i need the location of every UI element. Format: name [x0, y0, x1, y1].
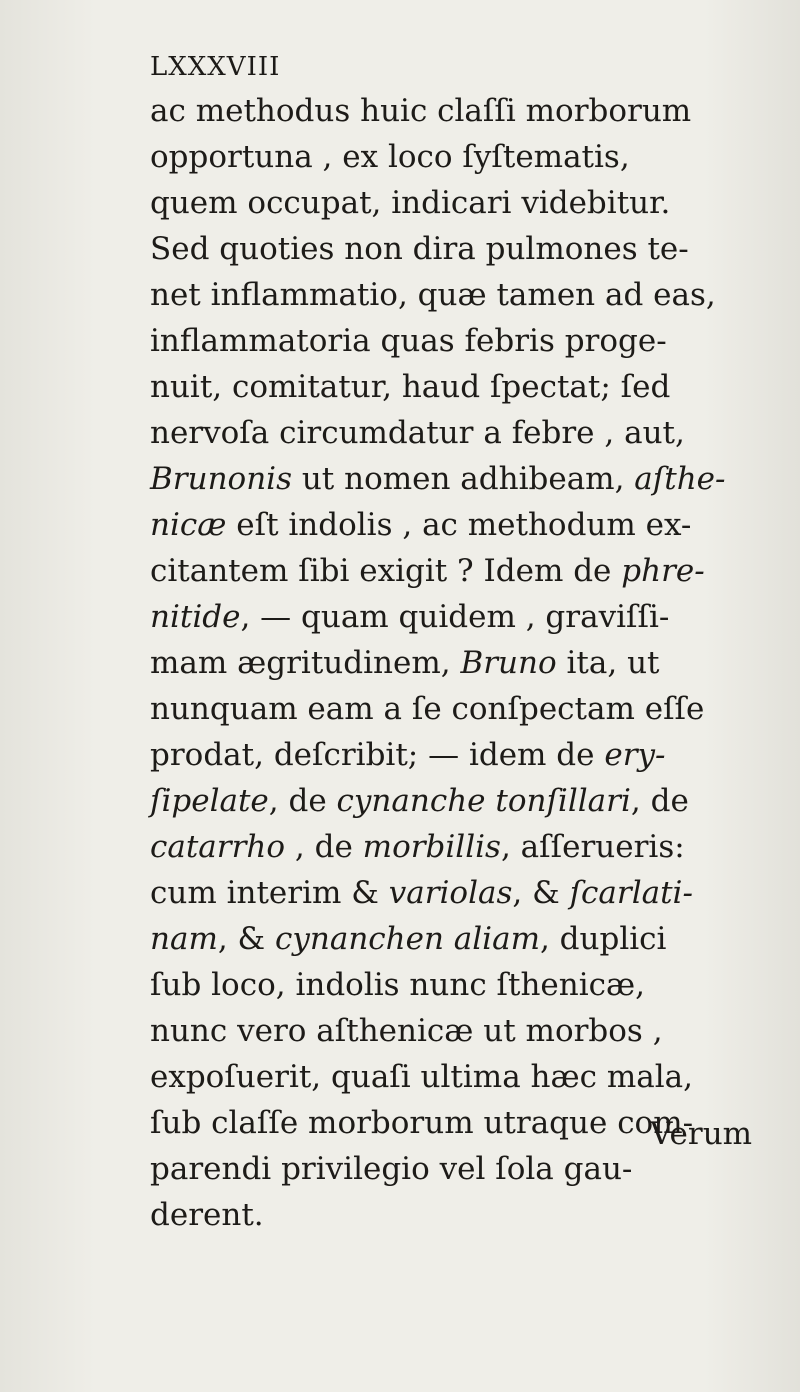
text-line: [150, 1054, 790, 1100]
text-line: [150, 180, 790, 226]
text-segment: ſub claſſe morborum utraque com-: [150, 1105, 694, 1141]
text-segment: inflammatoria quas febris proge-: [150, 323, 667, 359]
text-line: [150, 1192, 790, 1238]
text-segment: , — quam quidem , graviſſi-: [240, 599, 670, 635]
text-segment: prodat, deſcribit; — idem de: [150, 737, 605, 773]
italic-text: cynanchen aliam: [275, 921, 540, 957]
text-segment: citantem ſibi exigit ? Idem de: [150, 553, 622, 589]
text-line: [150, 1146, 790, 1192]
text-segment: , de: [268, 783, 337, 819]
italic-text: ſipelate: [150, 783, 269, 819]
text-segment: quem occupat, indicari videbitur.: [150, 185, 671, 221]
italic-text: morbillis: [362, 829, 501, 865]
catchword: Verum: [650, 1116, 753, 1152]
text-line: [150, 686, 790, 732]
text-segment: expoſuerit, quaſi ultima hæc mala,: [150, 1059, 693, 1095]
text-segment: nunquam eam a ſe conſpectam eſſe: [150, 691, 705, 727]
italic-text: ery-: [604, 737, 666, 773]
text-segment: mam ægritudinem,: [150, 645, 461, 681]
text-line: [150, 962, 790, 1008]
text-line: [150, 778, 790, 824]
text-segment: , &: [512, 875, 570, 911]
text-line: [150, 272, 790, 318]
text-segment: parendi privilegio vel ſola gau-: [150, 1151, 633, 1187]
text-line: [150, 870, 790, 916]
text-line: [150, 824, 790, 870]
text-segment: opportuna , ex loco ſyſtematis,: [150, 139, 630, 175]
body-text: [150, 88, 790, 1238]
text-line: [150, 548, 790, 594]
text-segment: , de: [285, 829, 363, 865]
text-segment: nunc vero aſthenicæ ut morbos ,: [150, 1013, 663, 1049]
text-line: [150, 916, 790, 962]
text-line: [150, 640, 790, 686]
text-segment: ut nomen adhibeam,: [291, 461, 635, 497]
text-line: [150, 318, 790, 364]
text-line: [150, 88, 790, 134]
text-segment: cum interim &: [150, 875, 389, 911]
text-line: [150, 134, 790, 180]
text-segment: ita, ut: [556, 645, 660, 681]
italic-text: Brunonis: [150, 461, 292, 497]
text-segment: Sed quoties non dira pulmones te-: [150, 231, 689, 267]
italic-text: ſcarlati-: [569, 875, 693, 911]
page-number: LXXXVIII: [150, 52, 281, 82]
text-line: [150, 364, 790, 410]
text-segment: , aſſerueris:: [500, 829, 685, 865]
italic-text: nicæ: [150, 507, 227, 543]
italic-text: phre-: [621, 553, 705, 589]
text-line: [150, 732, 790, 778]
text-segment: derent.: [150, 1197, 264, 1233]
text-segment: , &: [217, 921, 275, 957]
text-segment: nuit, comitatur, haud ſpectat; ſed: [150, 369, 671, 405]
text-segment: ſub loco, indolis nunc ſthenicæ,: [150, 967, 646, 1003]
italic-text: nam: [150, 921, 218, 957]
text-segment: ac methodus huic claſſi morborum: [150, 93, 692, 129]
text-line: [150, 1008, 790, 1054]
text-segment: , de: [630, 783, 689, 819]
text-line: [150, 456, 790, 502]
text-segment: nervoſa circumdatur a febre , aut,: [150, 415, 685, 451]
text-line: [150, 594, 790, 640]
text-segment: , duplici: [539, 921, 667, 957]
italic-text: Bruno: [460, 645, 557, 681]
text-line: [150, 502, 790, 548]
italic-text: variolas: [388, 875, 513, 911]
italic-text: cynanche tonſillari: [336, 783, 631, 819]
text-line: [150, 226, 790, 272]
italic-text: nitide: [150, 599, 241, 635]
text-line: [150, 410, 790, 456]
text-segment: net inflammatio, quæ tamen ad eas,: [150, 277, 716, 313]
italic-text: aſthe-: [634, 461, 726, 497]
text-segment: eſt indolis , ac methodum ex-: [226, 507, 692, 543]
italic-text: catarrho: [150, 829, 286, 865]
